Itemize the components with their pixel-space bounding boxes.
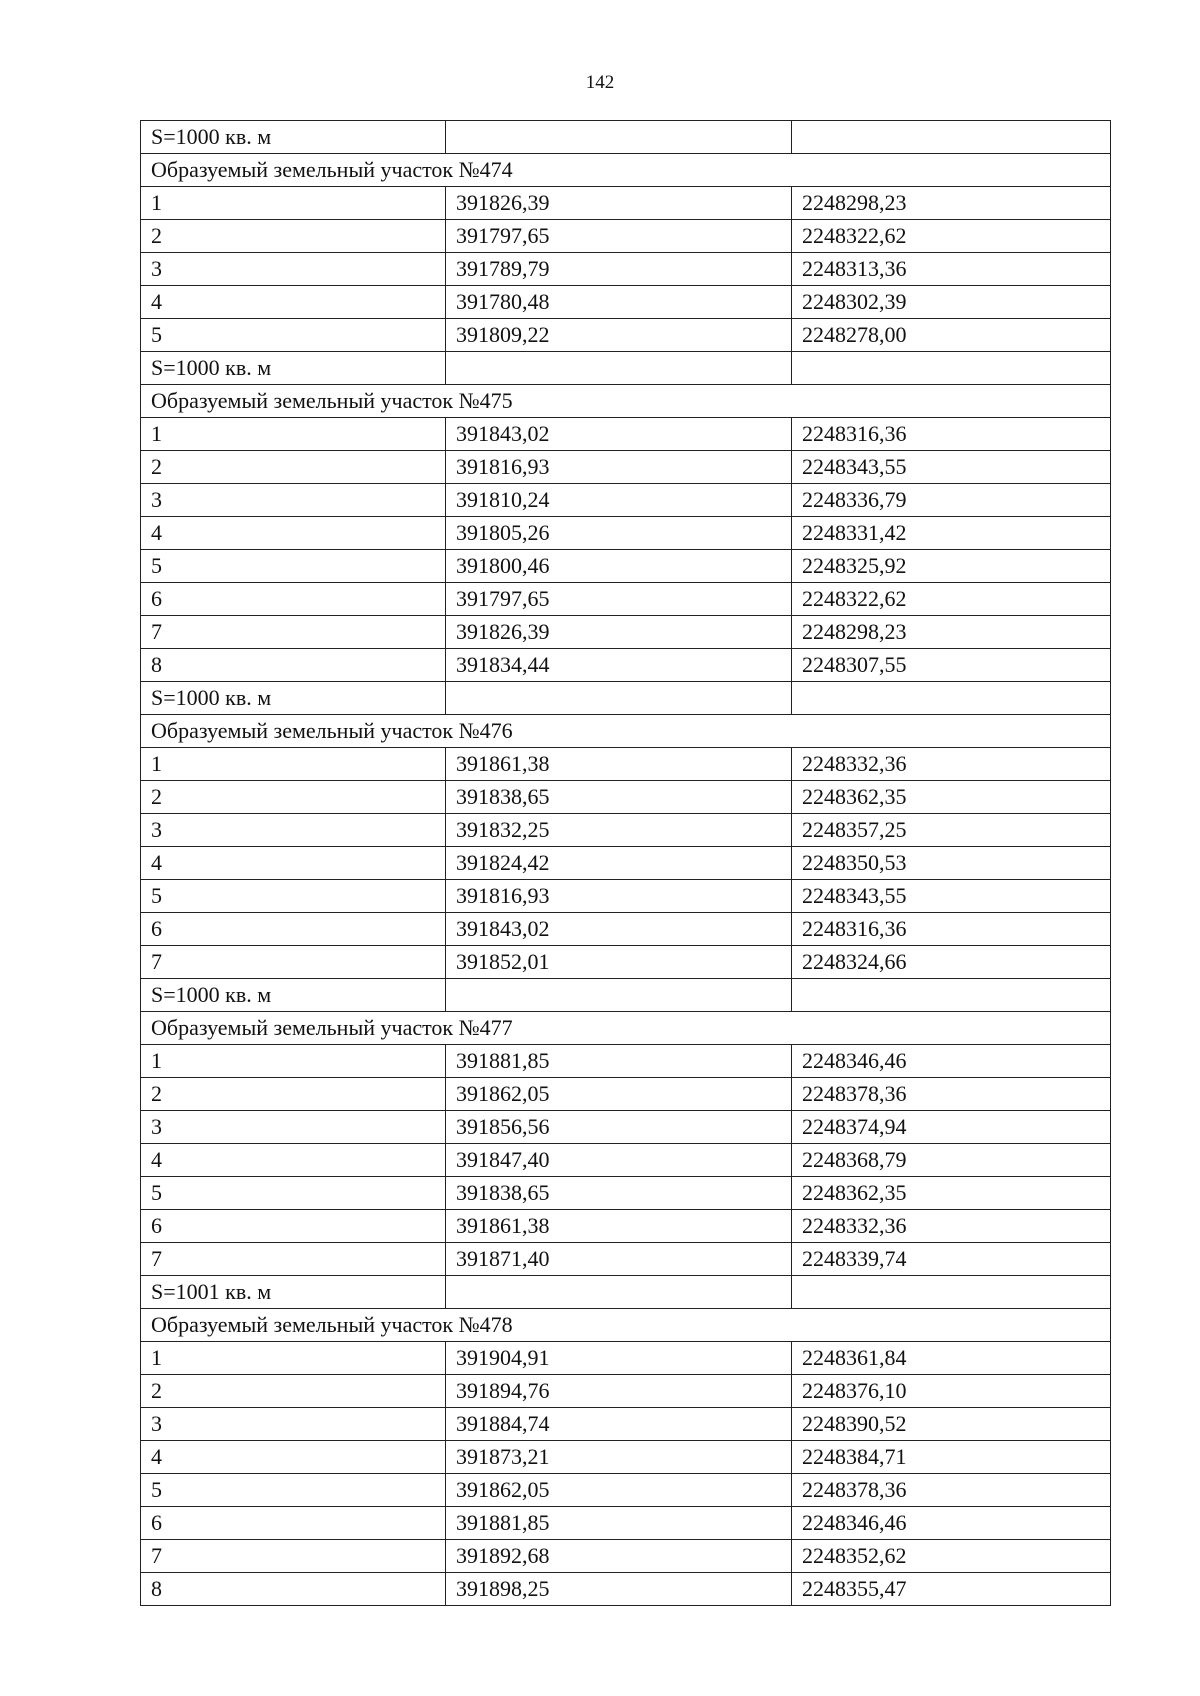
- y-coordinate: 2248332,36: [792, 748, 1111, 781]
- y-coordinate: 2248322,62: [792, 220, 1111, 253]
- point-number: 2: [141, 451, 446, 484]
- point-number: 5: [141, 1474, 446, 1507]
- empty-cell: [792, 121, 1111, 154]
- point-row: [141, 286, 1111, 319]
- point-number: 4: [141, 847, 446, 880]
- point-row: [141, 1210, 1111, 1243]
- y-coordinate: 2248336,79: [792, 484, 1111, 517]
- point-number: 2: [141, 1078, 446, 1111]
- point-number: 7: [141, 1540, 446, 1573]
- y-coordinate: 2248331,42: [792, 517, 1111, 550]
- x-coordinate: 391856,56: [446, 1111, 792, 1144]
- point-number: 2: [141, 1375, 446, 1408]
- parcel-header-row: [141, 1012, 1111, 1045]
- x-coordinate: 391810,24: [446, 484, 792, 517]
- x-coordinate: 391789,79: [446, 253, 792, 286]
- point-row: [141, 319, 1111, 352]
- x-coordinate: 391824,42: [446, 847, 792, 880]
- x-coordinate: 391892,68: [446, 1540, 792, 1573]
- y-coordinate: 2248298,23: [792, 616, 1111, 649]
- x-coordinate: 391838,65: [446, 1177, 792, 1210]
- empty-cell: [446, 979, 792, 1012]
- point-row: [141, 1078, 1111, 1111]
- empty-cell: [792, 979, 1111, 1012]
- point-row: [141, 814, 1111, 847]
- x-coordinate: 391862,05: [446, 1474, 792, 1507]
- y-coordinate: 2248343,55: [792, 880, 1111, 913]
- point-number: 1: [141, 418, 446, 451]
- x-coordinate: 391894,76: [446, 1375, 792, 1408]
- x-coordinate: 391816,93: [446, 451, 792, 484]
- point-row: [141, 583, 1111, 616]
- parcel-area: S=1000 кв. м: [141, 352, 446, 385]
- point-row: [141, 1441, 1111, 1474]
- point-row: [141, 1144, 1111, 1177]
- point-number: 5: [141, 319, 446, 352]
- empty-cell: [792, 682, 1111, 715]
- parcel-title: Образуемый земельный участок №474: [141, 154, 1111, 187]
- point-number: 4: [141, 1144, 446, 1177]
- parcel-area: S=1000 кв. м: [141, 979, 446, 1012]
- y-coordinate: 2248302,39: [792, 286, 1111, 319]
- x-coordinate: 391838,65: [446, 781, 792, 814]
- point-number: 5: [141, 550, 446, 583]
- point-row: [141, 748, 1111, 781]
- point-number: 1: [141, 187, 446, 220]
- x-coordinate: 391809,22: [446, 319, 792, 352]
- parcel-area-row: [141, 352, 1111, 385]
- y-coordinate: 2248343,55: [792, 451, 1111, 484]
- point-number: 4: [141, 1441, 446, 1474]
- x-coordinate: 391873,21: [446, 1441, 792, 1474]
- point-number: 1: [141, 1045, 446, 1078]
- y-coordinate: 2248352,62: [792, 1540, 1111, 1573]
- y-coordinate: 2248355,47: [792, 1573, 1111, 1606]
- parcel-area-row: [141, 682, 1111, 715]
- y-coordinate: 2248322,62: [792, 583, 1111, 616]
- parcel-header-row: [141, 715, 1111, 748]
- point-number: 3: [141, 814, 446, 847]
- y-coordinate: 2248362,35: [792, 1177, 1111, 1210]
- x-coordinate: 391843,02: [446, 418, 792, 451]
- parcel-area-row: [141, 1276, 1111, 1309]
- x-coordinate: 391843,02: [446, 913, 792, 946]
- parcel-title: Образуемый земельный участок №478: [141, 1309, 1111, 1342]
- parcel-area-row: [141, 121, 1111, 154]
- point-number: 6: [141, 583, 446, 616]
- point-row: [141, 781, 1111, 814]
- x-coordinate: 391816,93: [446, 880, 792, 913]
- y-coordinate: 2248362,35: [792, 781, 1111, 814]
- y-coordinate: 2248361,84: [792, 1342, 1111, 1375]
- point-row: [141, 451, 1111, 484]
- x-coordinate: 391834,44: [446, 649, 792, 682]
- point-row: [141, 187, 1111, 220]
- point-number: 6: [141, 1210, 446, 1243]
- parcel-area: S=1000 кв. м: [141, 121, 446, 154]
- point-row: [141, 517, 1111, 550]
- empty-cell: [446, 121, 792, 154]
- point-number: 2: [141, 781, 446, 814]
- parcel-header-row: [141, 1309, 1111, 1342]
- point-row: [141, 1474, 1111, 1507]
- y-coordinate: 2248278,00: [792, 319, 1111, 352]
- point-row: [141, 880, 1111, 913]
- point-row: [141, 1540, 1111, 1573]
- point-row: [141, 913, 1111, 946]
- point-row: [141, 1408, 1111, 1441]
- x-coordinate: 391881,85: [446, 1507, 792, 1540]
- y-coordinate: 2248298,23: [792, 187, 1111, 220]
- x-coordinate: 391805,26: [446, 517, 792, 550]
- point-row: [141, 1375, 1111, 1408]
- point-row: [141, 253, 1111, 286]
- x-coordinate: 391884,74: [446, 1408, 792, 1441]
- point-number: 6: [141, 913, 446, 946]
- page-number: 142: [585, 72, 615, 93]
- empty-cell: [446, 682, 792, 715]
- x-coordinate: 391826,39: [446, 187, 792, 220]
- x-coordinate: 391881,85: [446, 1045, 792, 1078]
- parcel-header-row: [141, 154, 1111, 187]
- x-coordinate: 391800,46: [446, 550, 792, 583]
- y-coordinate: 2248374,94: [792, 1111, 1111, 1144]
- point-row: [141, 1243, 1111, 1276]
- point-row: [141, 220, 1111, 253]
- coordinates-table: [140, 120, 1111, 1606]
- point-number: 1: [141, 748, 446, 781]
- x-coordinate: 391847,40: [446, 1144, 792, 1177]
- point-number: 2: [141, 220, 446, 253]
- y-coordinate: 2248390,52: [792, 1408, 1111, 1441]
- point-row: [141, 1573, 1111, 1606]
- x-coordinate: 391780,48: [446, 286, 792, 319]
- parcel-area-row: [141, 979, 1111, 1012]
- point-number: 4: [141, 286, 446, 319]
- y-coordinate: 2248339,74: [792, 1243, 1111, 1276]
- point-number: 8: [141, 649, 446, 682]
- y-coordinate: 2248357,25: [792, 814, 1111, 847]
- point-number: 7: [141, 616, 446, 649]
- x-coordinate: 391871,40: [446, 1243, 792, 1276]
- parcel-title: Образуемый земельный участок №476: [141, 715, 1111, 748]
- y-coordinate: 2248313,36: [792, 253, 1111, 286]
- y-coordinate: 2248346,46: [792, 1507, 1111, 1540]
- point-row: [141, 946, 1111, 979]
- point-number: 3: [141, 1111, 446, 1144]
- parcel-area: S=1001 кв. м: [141, 1276, 446, 1309]
- point-number: 5: [141, 880, 446, 913]
- empty-cell: [792, 352, 1111, 385]
- point-number: 3: [141, 484, 446, 517]
- point-number: 5: [141, 1177, 446, 1210]
- y-coordinate: 2248384,71: [792, 1441, 1111, 1474]
- x-coordinate: 391861,38: [446, 1210, 792, 1243]
- y-coordinate: 2248350,53: [792, 847, 1111, 880]
- point-number: 7: [141, 946, 446, 979]
- parcel-title: Образуемый земельный участок №477: [141, 1012, 1111, 1045]
- y-coordinate: 2248324,66: [792, 946, 1111, 979]
- point-number: 1: [141, 1342, 446, 1375]
- point-row: [141, 1177, 1111, 1210]
- y-coordinate: 2248376,10: [792, 1375, 1111, 1408]
- x-coordinate: 391898,25: [446, 1573, 792, 1606]
- point-number: 6: [141, 1507, 446, 1540]
- y-coordinate: 2248316,36: [792, 418, 1111, 451]
- y-coordinate: 2248378,36: [792, 1474, 1111, 1507]
- point-row: [141, 418, 1111, 451]
- point-number: 3: [141, 1408, 446, 1441]
- point-number: 4: [141, 517, 446, 550]
- x-coordinate: 391826,39: [446, 616, 792, 649]
- point-row: [141, 1507, 1111, 1540]
- y-coordinate: 2248378,36: [792, 1078, 1111, 1111]
- parcel-header-row: [141, 385, 1111, 418]
- y-coordinate: 2248368,79: [792, 1144, 1111, 1177]
- empty-cell: [446, 1276, 792, 1309]
- y-coordinate: 2248307,55: [792, 649, 1111, 682]
- y-coordinate: 2248325,92: [792, 550, 1111, 583]
- point-row: [141, 1111, 1111, 1144]
- x-coordinate: 391797,65: [446, 220, 792, 253]
- x-coordinate: 391904,91: [446, 1342, 792, 1375]
- coordinates-table-body: [141, 121, 1111, 1606]
- parcel-area: S=1000 кв. м: [141, 682, 446, 715]
- x-coordinate: 391862,05: [446, 1078, 792, 1111]
- y-coordinate: 2248316,36: [792, 913, 1111, 946]
- empty-cell: [446, 352, 792, 385]
- y-coordinate: 2248332,36: [792, 1210, 1111, 1243]
- x-coordinate: 391861,38: [446, 748, 792, 781]
- x-coordinate: 391797,65: [446, 583, 792, 616]
- x-coordinate: 391852,01: [446, 946, 792, 979]
- point-row: [141, 847, 1111, 880]
- point-row: [141, 484, 1111, 517]
- point-number: 3: [141, 253, 446, 286]
- point-row: [141, 550, 1111, 583]
- parcel-title: Образуемый земельный участок №475: [141, 385, 1111, 418]
- point-number: 7: [141, 1243, 446, 1276]
- point-row: [141, 1045, 1111, 1078]
- point-row: [141, 1342, 1111, 1375]
- point-row: [141, 649, 1111, 682]
- empty-cell: [792, 1276, 1111, 1309]
- x-coordinate: 391832,25: [446, 814, 792, 847]
- point-number: 8: [141, 1573, 446, 1606]
- point-row: [141, 616, 1111, 649]
- y-coordinate: 2248346,46: [792, 1045, 1111, 1078]
